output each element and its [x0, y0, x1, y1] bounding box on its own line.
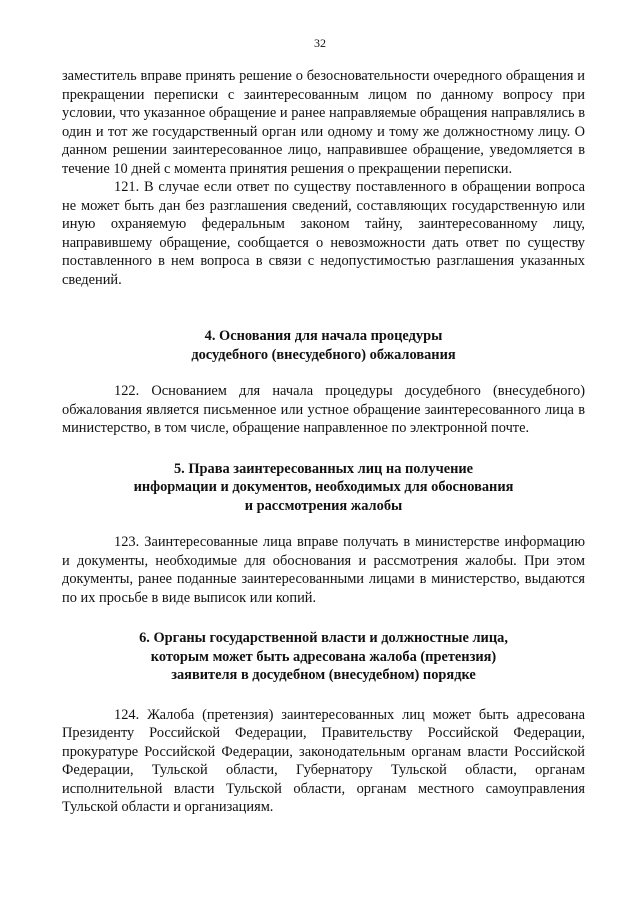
- paragraph-123: 123. Заинтересованные лица вправе получать в министерстве информацию и документы, необходимые для обоснования и рассмотрения жалобы. При этом документы, ранее поданные заинтересованными лицами в министерство, выдаются по их просьбе в виде выписок или копий.: [62, 534, 585, 606]
- paragraph-122: 122. Основанием для начала процедуры досудебного (внесудебного) обжалования является письменное или устное обращение заинтересованного лица в министерство, в том числе, обращение направленное по электронной почте.: [62, 383, 585, 436]
- page-number: 32: [314, 36, 326, 50]
- paragraph-120-continuation: заместитель вправе принять решение о безосновательности очередного обращения и прекращении переписки с заинтересованным лицом по данному вопросу при условии, что указанное обращение и ранее направляемые обращения направлялись в один и тот же государственный орган или одному и тому же должностному лицу. О данном решении заинтересованное лицо, направившее обращение, уведомляется в течение 10 дней с момента принятия решения о прекращении переписки.: [62, 68, 585, 177]
- section-6-heading: [62, 629, 585, 685]
- section-5-heading-line-3: и рассмотрения жалобы: [244, 497, 403, 514]
- section-4-heading-line-2: досудебного (внесудебного) обжалования: [191, 346, 456, 363]
- paragraph-121: 121. В случае если ответ по существу поставленного в обращении вопроса не может быть дан без разглашения сведений, составляющих государственную или иную охраняемую федеральным законом тайну, заинтересованному лицу, направившему обращение, сообщается о невозможности дать ответ по существу поставленного в нем вопроса в связи с недопустимостью разглашения указанных сведений.: [62, 179, 585, 288]
- document-body: [62, 67, 585, 817]
- paragraph-124: 124. Жалоба (претензия) заинтересованных лиц может быть адресована Президенту Российской Федерации, Правительству Российской Федерации, прокуратуре Российской Федерации, законодательным органам власти Российской Федерации, Тульской области, Губернатору Тульской области, органам исполнительной власти Тульской области, органам местного самоуправления Тульской области и организациям.: [62, 706, 585, 815]
- section-6-heading-line-3: заявителя в досудебном (внесудебном) порядке: [171, 667, 476, 683]
- section-6-heading-line-2: которым может быть адресована жалоба (претензия): [150, 648, 497, 665]
- section-5-heading-line-1: 5. Права заинтересованных лиц на получение: [173, 460, 474, 477]
- section-6-heading-line-1: 6. Органы государственной власти и должностные лица,: [139, 630, 508, 646]
- section-5-heading-line-2: информации и документов, необходимых для обоснования: [133, 479, 514, 495]
- section-5-heading: [62, 460, 585, 516]
- section-4-heading-line-1: 4. Основания для начала процедуры: [204, 328, 443, 344]
- section-4-heading: [62, 327, 585, 364]
